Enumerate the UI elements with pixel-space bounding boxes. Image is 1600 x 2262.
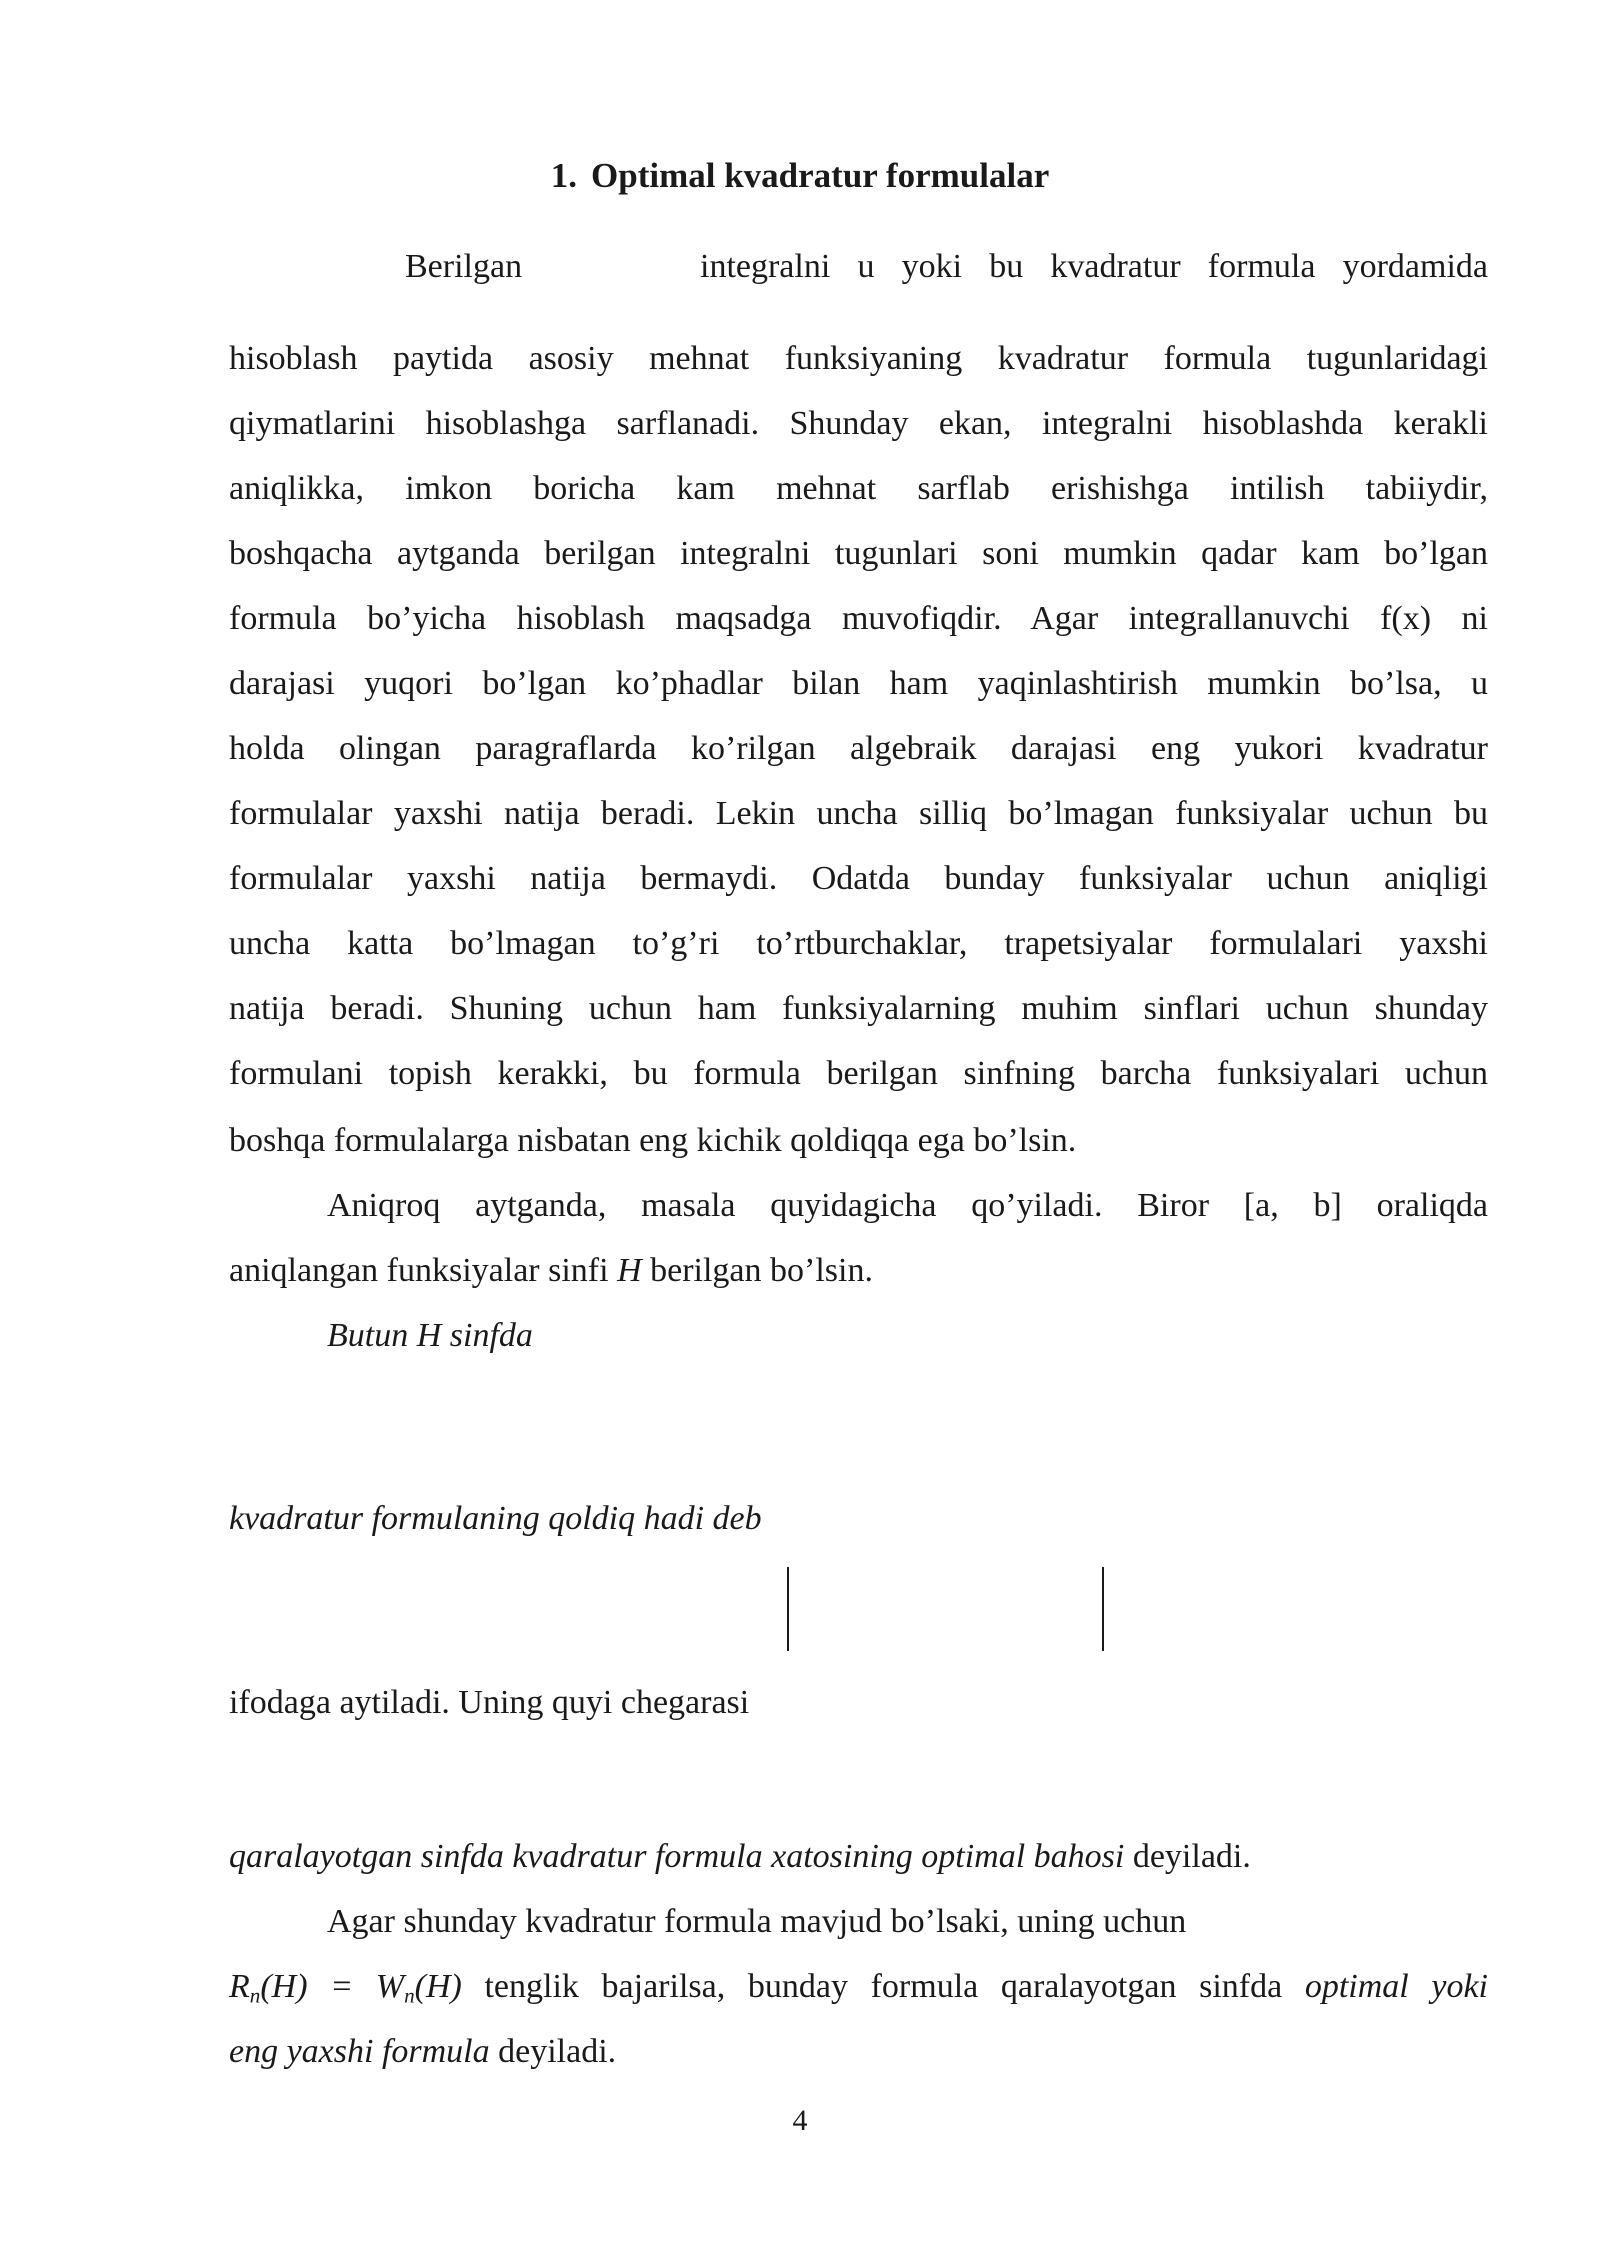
qoldiq-hadi-line: kvadratur formulaning qoldiq hadi deb (229, 1500, 762, 1537)
butun-h-line: Butun H sinfda (327, 1317, 533, 1354)
ifodaga-line: ifodaga aytiladi. Uning quyi chegarasi (229, 1684, 750, 1721)
final-line (229, 2030, 1488, 2074)
final-line-end: deyiladi. (489, 2033, 617, 2070)
w-symbol: W (375, 1968, 405, 2005)
section-heading (0, 152, 1600, 200)
r-subscript: n (249, 1983, 261, 2008)
r-argument: (H) = (260, 1968, 376, 2005)
agar-line: Agar shunday kvadratur formula mavjud bo’lsaki, uning uchun (327, 1903, 1187, 1940)
intro-first-word: Berilgan (405, 248, 523, 285)
equation-text: tenglik bajarilsa, bunday formula qaralayotgan sinfda (461, 1968, 1305, 2005)
paragraph-1-line: formulalar yaxshi natija beradi. Lekin uncha silliq bo’lmagan funksiyalar uchun bu (229, 795, 1488, 832)
paragraph-1-line: formulalar yaxshi natija bermaydi. Odatda bunday funksiyalar uchun aniqligi (229, 860, 1488, 897)
class-symbol-h: H (617, 1252, 642, 1289)
paragraph-1-line: formula bo’yicha hisoblash maqsadga muvofiqdir. Agar integrallanuvchi f(x) ni (229, 600, 1488, 637)
paragraph-1-line: formulani topish kerakki, bu formula berilgan sinfning barcha funksiyalari uchun (229, 1055, 1488, 1092)
paragraph-2-text-end: berilgan bo’lsin. (641, 1252, 873, 1289)
eng-yaxshi-formula-term: eng yaxshi formula (229, 2033, 490, 2070)
page-number: 4 (792, 2104, 808, 2137)
paragraph-1-line: boshqacha aytganda berilgan integralni tugunlari soni mumkin qadar kam bo’lgan (229, 535, 1488, 572)
equation-r-term (229, 1968, 462, 2008)
r-symbol: R (229, 1968, 250, 2005)
optimal-bahosi-end: deyiladi. (1124, 1838, 1251, 1875)
paragraph-2-line-1: Aniqroq aytganda, masala quyidagicha qo’yiladi. Biror [a, b] oraliqda (327, 1187, 1488, 1224)
paragraph-1-line: aniqlikka, imkon boricha kam mehnat sarflab erishishga intilish tabiiydir, (229, 470, 1488, 507)
paragraph-2-line-2 (229, 1249, 1488, 1293)
section-title: Optimal kvadratur formulalar (591, 156, 1050, 195)
section-number: 1. (550, 156, 577, 195)
optimal-bahosi-line (229, 1835, 1488, 1879)
paragraph-1-line: holda olingan paragraflarda ko’rilgan algebraik darajasi eng yukori kvadratur (229, 730, 1488, 767)
paragraph-2-text: aniqlangan funksiyalar sinfi (229, 1252, 618, 1289)
optimal-yoki-term: optimal yoki (1304, 1968, 1488, 2005)
paragraph-1-line: qiymatlarini hisoblashga sarflanadi. Shunday ekan, integralni hisoblashda kerakli (229, 405, 1488, 442)
w-argument: (H) (414, 1968, 462, 2005)
paragraph-1-last-line: boshqa formulalarga nisbatan eng kichik qoldiqqa ega bo’lsin. (229, 1122, 1077, 1159)
paragraph-1-line: uncha katta bo’lmagan to’g’ri to’rtburchaklar, trapetsiyalar formulalari yaxshi (229, 925, 1488, 962)
equation-line (229, 1965, 1488, 2009)
w-subscript: n (404, 1983, 415, 2008)
abs-bar-right (1102, 1567, 1104, 1651)
paragraph-1-line: darajasi yuqori bo’lgan ko’phadlar bilan ham yaqinlashtirish mumkin bo’lsa, u (229, 665, 1488, 702)
paragraph-1-line: hisoblash paytida asosiy mehnat funksiyaning kvadratur formula tugunlaridagi (229, 340, 1488, 377)
intro-rest: integralni u yoki bu kvadratur formula yordamida (700, 248, 1488, 285)
paragraph-1-line: natija beradi. Shuning uchun ham funksiyalarning muhim sinflari uchun shunday (229, 990, 1488, 1027)
abs-bar-left (787, 1567, 789, 1651)
optimal-bahosi-term: qaralayotgan sinfda kvadratur formula xatosining optimal bahosi (229, 1838, 1125, 1875)
